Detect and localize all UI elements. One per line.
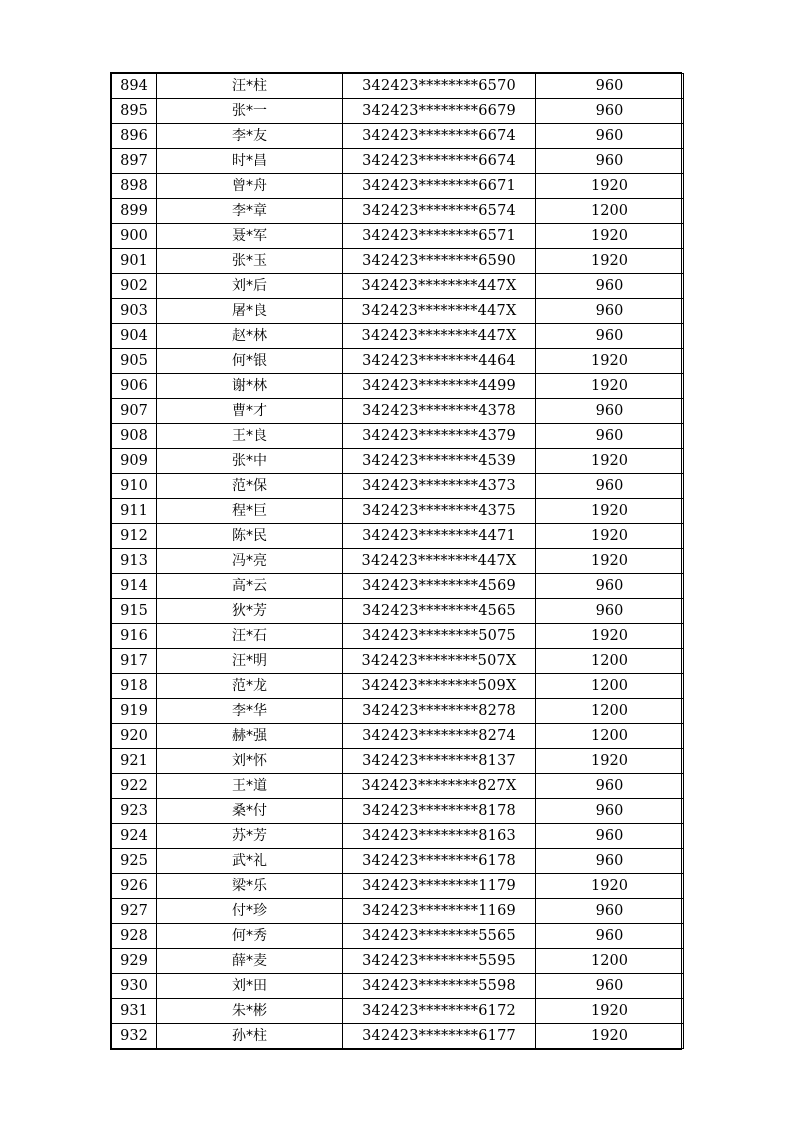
table-row [112, 549, 684, 574]
id-number-cell: 342423********6574 [343, 199, 536, 224]
amount-cell: 1200 [536, 724, 684, 749]
table-row [112, 499, 684, 524]
row-number-cell: 903 [112, 299, 157, 324]
id-number-cell: 342423********8278 [343, 699, 536, 724]
amount-cell: 960 [536, 324, 684, 349]
amount-cell: 960 [536, 274, 684, 299]
name-cell: 屠*良 [157, 299, 343, 324]
table-row [112, 774, 684, 799]
table-row [112, 374, 684, 399]
table-row [112, 524, 684, 549]
id-number-cell: 342423********6674 [343, 149, 536, 174]
amount-cell: 1200 [536, 199, 684, 224]
id-number-cell: 342423********447X [343, 299, 536, 324]
roster-table-body [112, 74, 684, 1049]
roster-page [110, 72, 682, 1050]
amount-cell: 1920 [536, 374, 684, 399]
amount-cell: 1920 [536, 249, 684, 274]
row-number-cell: 929 [112, 949, 157, 974]
id-number-cell: 342423********4378 [343, 399, 536, 424]
table-row [112, 199, 684, 224]
amount-cell: 1920 [536, 874, 684, 899]
amount-cell: 1200 [536, 949, 684, 974]
name-cell: 张*玉 [157, 249, 343, 274]
row-number-cell: 928 [112, 924, 157, 949]
id-number-cell: 342423********8137 [343, 749, 536, 774]
id-number-cell: 342423********1179 [343, 874, 536, 899]
row-number-cell: 895 [112, 99, 157, 124]
name-cell: 李*章 [157, 199, 343, 224]
amount-cell: 1920 [536, 549, 684, 574]
row-number-cell: 909 [112, 449, 157, 474]
name-cell: 梁*乐 [157, 874, 343, 899]
amount-cell: 960 [536, 799, 684, 824]
name-cell: 刘*田 [157, 974, 343, 999]
amount-cell: 960 [536, 399, 684, 424]
id-number-cell: 342423********4499 [343, 374, 536, 399]
name-cell: 刘*后 [157, 274, 343, 299]
id-number-cell: 342423********5565 [343, 924, 536, 949]
table-row [112, 749, 684, 774]
table-row [112, 74, 684, 99]
id-number-cell: 342423********447X [343, 274, 536, 299]
id-number-cell: 342423********5075 [343, 624, 536, 649]
table-row [112, 849, 684, 874]
name-cell: 朱*彬 [157, 999, 343, 1024]
row-number-cell: 924 [112, 824, 157, 849]
name-cell: 聂*军 [157, 224, 343, 249]
name-cell: 赫*强 [157, 724, 343, 749]
row-number-cell: 916 [112, 624, 157, 649]
table-row [112, 474, 684, 499]
table-row [112, 624, 684, 649]
table-row [112, 574, 684, 599]
amount-cell: 960 [536, 599, 684, 624]
table-row [112, 249, 684, 274]
amount-cell: 1920 [536, 624, 684, 649]
table-row [112, 424, 684, 449]
amount-cell: 960 [536, 474, 684, 499]
row-number-cell: 896 [112, 124, 157, 149]
name-cell: 孙*柱 [157, 1024, 343, 1049]
amount-cell: 960 [536, 774, 684, 799]
amount-cell: 960 [536, 924, 684, 949]
row-number-cell: 914 [112, 574, 157, 599]
amount-cell: 1200 [536, 649, 684, 674]
table-row [112, 649, 684, 674]
row-number-cell: 899 [112, 199, 157, 224]
name-cell: 李*友 [157, 124, 343, 149]
name-cell: 付*珍 [157, 899, 343, 924]
amount-cell: 1920 [536, 1024, 684, 1049]
amount-cell: 1200 [536, 674, 684, 699]
table-row [112, 449, 684, 474]
name-cell: 范*龙 [157, 674, 343, 699]
row-number-cell: 923 [112, 799, 157, 824]
amount-cell: 960 [536, 824, 684, 849]
table-row [112, 799, 684, 824]
row-number-cell: 906 [112, 374, 157, 399]
row-number-cell: 927 [112, 899, 157, 924]
id-number-cell: 342423********8178 [343, 799, 536, 824]
table-row [112, 99, 684, 124]
id-number-cell: 342423********6172 [343, 999, 536, 1024]
table-row [112, 1024, 684, 1049]
table-row [112, 124, 684, 149]
id-number-cell: 342423********5598 [343, 974, 536, 999]
name-cell: 李*华 [157, 699, 343, 724]
id-number-cell: 342423********4375 [343, 499, 536, 524]
name-cell: 汪*明 [157, 649, 343, 674]
name-cell: 程*巨 [157, 499, 343, 524]
id-number-cell: 342423********4471 [343, 524, 536, 549]
row-number-cell: 910 [112, 474, 157, 499]
name-cell: 刘*怀 [157, 749, 343, 774]
row-number-cell: 905 [112, 349, 157, 374]
row-number-cell: 920 [112, 724, 157, 749]
amount-cell: 960 [536, 74, 684, 99]
row-number-cell: 894 [112, 74, 157, 99]
row-number-cell: 931 [112, 999, 157, 1024]
id-number-cell: 342423********6674 [343, 124, 536, 149]
id-number-cell: 342423********1169 [343, 899, 536, 924]
table-row [112, 674, 684, 699]
name-cell: 时*昌 [157, 149, 343, 174]
amount-cell: 960 [536, 99, 684, 124]
name-cell: 王*良 [157, 424, 343, 449]
name-cell: 何*秀 [157, 924, 343, 949]
id-number-cell: 342423********4373 [343, 474, 536, 499]
name-cell: 汪*柱 [157, 74, 343, 99]
id-number-cell: 342423********6590 [343, 249, 536, 274]
amount-cell: 1920 [536, 349, 684, 374]
id-number-cell: 342423********8163 [343, 824, 536, 849]
amount-cell: 1920 [536, 749, 684, 774]
name-cell: 范*保 [157, 474, 343, 499]
row-number-cell: 922 [112, 774, 157, 799]
name-cell: 陈*民 [157, 524, 343, 549]
name-cell: 狄*芳 [157, 599, 343, 624]
roster-table-frame [110, 72, 682, 1050]
row-number-cell: 912 [112, 524, 157, 549]
amount-cell: 1920 [536, 224, 684, 249]
row-number-cell: 918 [112, 674, 157, 699]
id-number-cell: 342423********6570 [343, 74, 536, 99]
name-cell: 何*银 [157, 349, 343, 374]
table-row [112, 874, 684, 899]
name-cell: 曹*才 [157, 399, 343, 424]
amount-cell: 1920 [536, 499, 684, 524]
id-number-cell: 342423********8274 [343, 724, 536, 749]
row-number-cell: 897 [112, 149, 157, 174]
id-number-cell: 342423********4539 [343, 449, 536, 474]
amount-cell: 960 [536, 424, 684, 449]
row-number-cell: 901 [112, 249, 157, 274]
amount-cell: 1920 [536, 999, 684, 1024]
row-number-cell: 930 [112, 974, 157, 999]
id-number-cell: 342423********4569 [343, 574, 536, 599]
table-row [112, 174, 684, 199]
row-number-cell: 907 [112, 399, 157, 424]
table-row [112, 399, 684, 424]
id-number-cell: 342423********4565 [343, 599, 536, 624]
row-number-cell: 913 [112, 549, 157, 574]
row-number-cell: 926 [112, 874, 157, 899]
row-number-cell: 921 [112, 749, 157, 774]
name-cell: 赵*林 [157, 324, 343, 349]
name-cell: 桑*付 [157, 799, 343, 824]
name-cell: 武*礼 [157, 849, 343, 874]
table-row [112, 974, 684, 999]
amount-cell: 960 [536, 124, 684, 149]
table-row [112, 599, 684, 624]
amount-cell: 960 [536, 899, 684, 924]
amount-cell: 1200 [536, 699, 684, 724]
table-row [112, 149, 684, 174]
row-number-cell: 902 [112, 274, 157, 299]
name-cell: 王*道 [157, 774, 343, 799]
row-number-cell: 904 [112, 324, 157, 349]
amount-cell: 960 [536, 574, 684, 599]
id-number-cell: 342423********447X [343, 324, 536, 349]
id-number-cell: 342423********4464 [343, 349, 536, 374]
id-number-cell: 342423********6679 [343, 99, 536, 124]
table-row [112, 924, 684, 949]
id-number-cell: 342423********827X [343, 774, 536, 799]
id-number-cell: 342423********4379 [343, 424, 536, 449]
row-number-cell: 932 [112, 1024, 157, 1049]
amount-cell: 960 [536, 299, 684, 324]
amount-cell: 960 [536, 974, 684, 999]
table-row [112, 949, 684, 974]
row-number-cell: 915 [112, 599, 157, 624]
table-row [112, 899, 684, 924]
id-number-cell: 342423********6671 [343, 174, 536, 199]
row-number-cell: 908 [112, 424, 157, 449]
table-row [112, 274, 684, 299]
id-number-cell: 342423********507X [343, 649, 536, 674]
amount-cell: 1920 [536, 174, 684, 199]
table-row [112, 349, 684, 374]
name-cell: 张*一 [157, 99, 343, 124]
id-number-cell: 342423********6178 [343, 849, 536, 874]
id-number-cell: 342423********447X [343, 549, 536, 574]
row-number-cell: 900 [112, 224, 157, 249]
amount-cell: 960 [536, 849, 684, 874]
roster-table [111, 73, 684, 1049]
id-number-cell: 342423********6177 [343, 1024, 536, 1049]
table-row [112, 999, 684, 1024]
table-row [112, 699, 684, 724]
name-cell: 高*云 [157, 574, 343, 599]
table-row [112, 724, 684, 749]
name-cell: 薛*麦 [157, 949, 343, 974]
name-cell: 冯*亮 [157, 549, 343, 574]
name-cell: 张*中 [157, 449, 343, 474]
table-row [112, 224, 684, 249]
amount-cell: 960 [536, 149, 684, 174]
amount-cell: 1920 [536, 449, 684, 474]
row-number-cell: 898 [112, 174, 157, 199]
id-number-cell: 342423********509X [343, 674, 536, 699]
amount-cell: 1920 [536, 524, 684, 549]
row-number-cell: 925 [112, 849, 157, 874]
table-row [112, 824, 684, 849]
id-number-cell: 342423********6571 [343, 224, 536, 249]
name-cell: 苏*芳 [157, 824, 343, 849]
table-row [112, 299, 684, 324]
table-row [112, 324, 684, 349]
row-number-cell: 911 [112, 499, 157, 524]
name-cell: 谢*林 [157, 374, 343, 399]
row-number-cell: 917 [112, 649, 157, 674]
name-cell: 曾*舟 [157, 174, 343, 199]
name-cell: 汪*石 [157, 624, 343, 649]
id-number-cell: 342423********5595 [343, 949, 536, 974]
row-number-cell: 919 [112, 699, 157, 724]
